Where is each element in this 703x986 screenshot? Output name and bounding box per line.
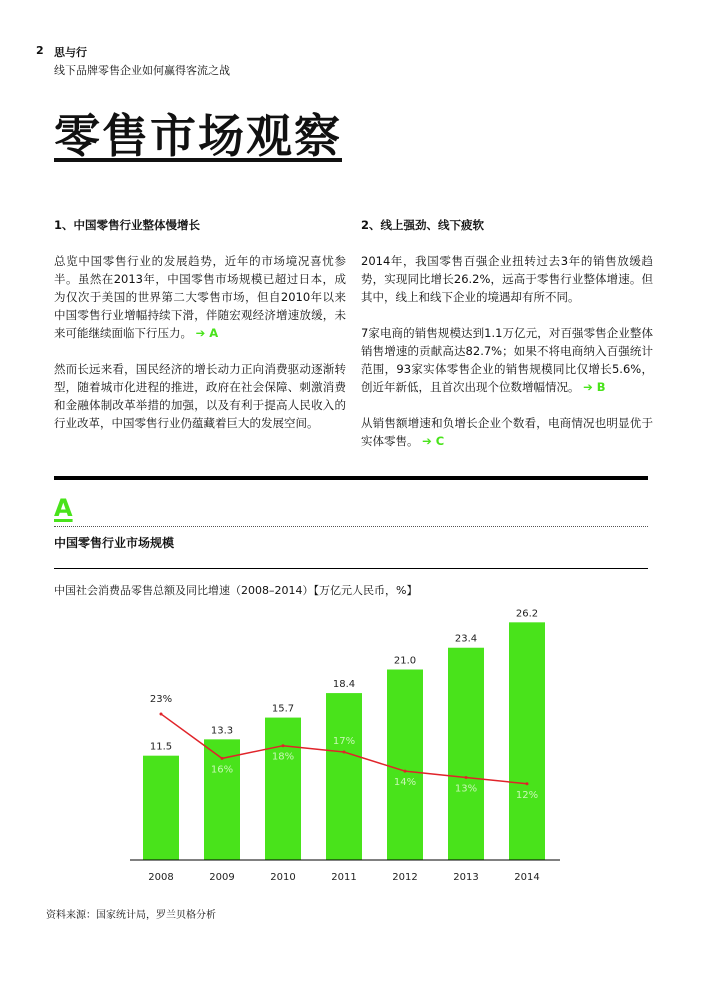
left-paragraph-1-text: 总览中国零售行业的发展趋势，近年的市场境况喜忧参半。虽然在2013年，中国零售市场规模已超过日本，成为仅次于美国的世界第二大零售市场，但自2010年以来中国零售行业增幅持续下滑，伴随宏观经济增速放缓，未来可能继续面临下行压力。 — [54, 254, 346, 340]
bar-2011 — [326, 693, 362, 860]
growth-label-2011: 17% — [332, 736, 356, 748]
x-tick-2008: 2008 — [148, 872, 174, 883]
bar-label-2013: 23.4 — [454, 633, 478, 645]
bar-2012 — [387, 670, 423, 861]
growth-label-2012: 14% — [393, 777, 417, 789]
ref-link-b[interactable]: ➔ B — [583, 380, 606, 394]
right-paragraph-3-text: 从销售额增速和负增长企业个数看，电商情况也明显优于实体零售。 — [361, 416, 653, 448]
x-tick-2011: 2011 — [331, 872, 357, 883]
growth-point-2013 — [465, 776, 468, 779]
right-paragraph-2 — [361, 324, 653, 396]
bar-label-2014: 26.2 — [515, 608, 539, 620]
ref-link-c[interactable]: ➔ C — [422, 434, 445, 448]
chart-heading: 中国零售行业市场规模 — [54, 536, 175, 550]
left-paragraph-2: 然而长远来看，国民经济的增长动力正向消费驱动逐渐转型，随着城市化进程的推进，政府在社会保障、刺激消费和金融体制改革举措的加强，以及有利于提高人民收入的行业改革，中国零售行业仍蕴藏着巨大的发展空间。 — [54, 362, 346, 430]
dotted-rule — [54, 526, 648, 527]
bar-label-2008: 11.5 — [149, 741, 173, 753]
x-tick-2009: 2009 — [209, 872, 235, 883]
left-paragraph-1 — [54, 252, 346, 342]
right-column-heading: 2、线上强劲、线下疲软 — [361, 218, 485, 232]
growth-label-2010: 18% — [271, 751, 295, 763]
growth-label-2013: 13% — [454, 783, 478, 795]
page-number: 2 — [36, 44, 44, 57]
bar-2010 — [265, 718, 301, 860]
x-tick-2010: 2010 — [270, 872, 296, 883]
x-tick-2012: 2012 — [392, 872, 418, 883]
page-title: 零售市场观察 — [54, 109, 342, 163]
right-column — [361, 216, 653, 468]
section-divider — [54, 476, 648, 480]
right-paragraph-2-text: 7家电商的销售规模达到1.1万亿元，对百强零售企业整体销售增速的贡献高达82.7%；如果不将电商纳入百强统计范围，93家实体零售企业的销售规模同比仅增长5.6%，创近年新低，且首次出现个位数增幅情况。 — [361, 326, 653, 394]
growth-point-2008 — [160, 712, 163, 715]
growth-point-2012 — [404, 770, 407, 773]
growth-point-2014 — [526, 782, 529, 785]
growth-point-2010 — [282, 744, 285, 747]
bar-2014 — [509, 622, 545, 860]
growth-point-2011 — [343, 751, 346, 754]
ref-link-a[interactable]: ➔ A — [195, 326, 219, 340]
series-title: 思与行 — [54, 46, 87, 59]
bar-label-2010: 15.7 — [271, 703, 295, 715]
bar-2013 — [448, 648, 484, 860]
section-letter: A — [54, 494, 73, 522]
chart-subtitle: 中国社会消费品零售总额及同比增速（2008–2014）【万亿元人民币，%】 — [54, 584, 418, 597]
bar-label-2009: 13.3 — [210, 725, 234, 737]
bar-label-2011: 18.4 — [332, 679, 356, 691]
right-paragraph-3 — [361, 414, 653, 450]
growth-label-2008: 23% — [149, 693, 173, 705]
growth-label-2014: 12% — [515, 789, 539, 801]
x-tick-2013: 2013 — [453, 872, 479, 883]
left-column-heading: 1、中国零售行业整体慢增长 — [54, 218, 201, 232]
right-paragraph-1: 2014年，我国零售百强企业扭转过去3年的销售放缓趋势，实现同比增长26.2%，远高于零售行业整体增速。但其中，线上和线下企业的境遇却有所不同。 — [361, 254, 653, 304]
chart-heading-rule — [54, 568, 648, 569]
bar-label-2012: 21.0 — [393, 655, 417, 667]
bar-2008 — [143, 756, 179, 860]
retail-chart — [54, 598, 648, 898]
growth-label-2009: 16% — [210, 764, 234, 776]
growth-point-2009 — [221, 757, 224, 760]
x-tick-2014: 2014 — [514, 872, 540, 883]
source-note: 资料来源：国家统计局，罗兰贝格分析 — [46, 910, 216, 921]
left-column — [54, 216, 346, 450]
series-subtitle: 线下品牌零售企业如何赢得客流之战 — [54, 64, 230, 77]
